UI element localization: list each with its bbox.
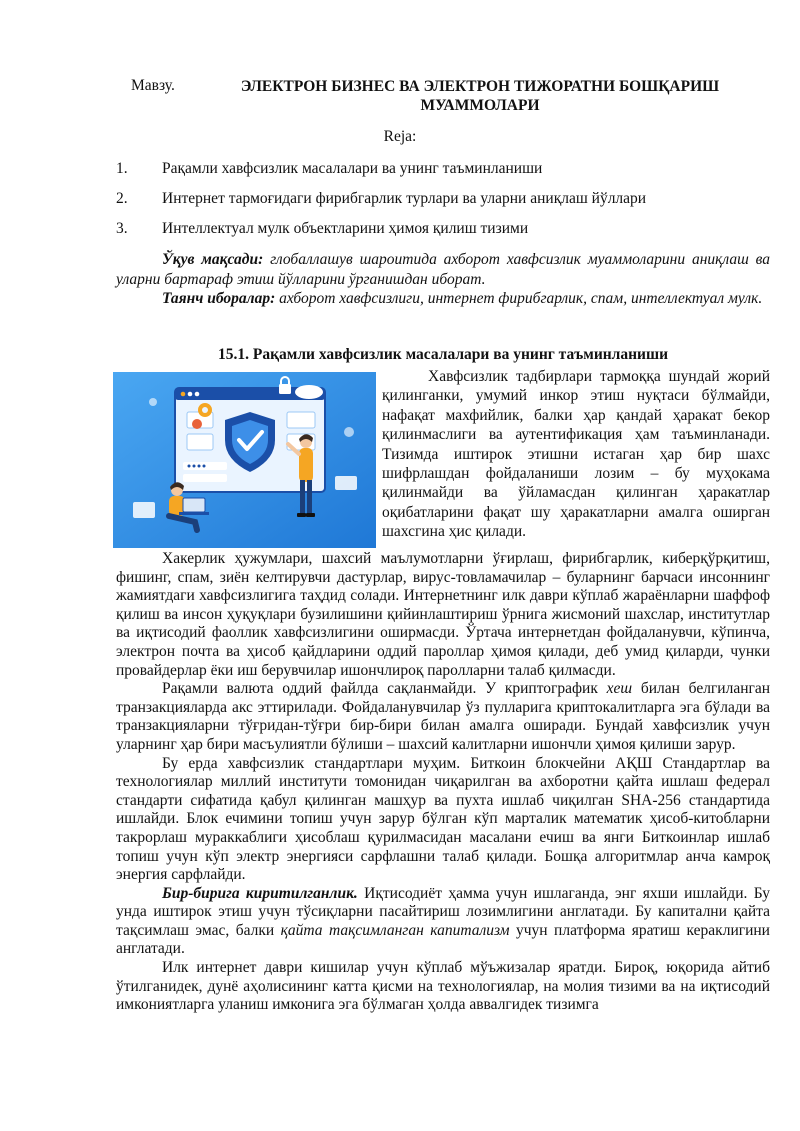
plan-item-number: 3. [116,220,128,237]
section-intro-text [382,367,770,542]
goal-paragraph [116,250,770,309]
plan-item-number: 2. [116,190,128,207]
topic-label: Мавзу. [131,77,175,94]
hash-term: хеш [606,680,633,698]
paragraph-inclusion [116,885,770,959]
security-illustration [113,372,376,548]
plan-item-text: Интернет тармоғидаги фирибгарлик турлари ва уларни аниқлаш йўллари [162,190,647,207]
cyber-security-image [113,372,376,548]
keywords-text: ахборот хавфсизлиги, интернет фирибгарлик, спам, интеллектуал мулк. [279,290,763,308]
plan-item-text: Интеллектуал мулк объектларини ҳимоя қилиш тизими [162,220,529,237]
paragraph-early-internet: Илк интернет даври кишилар учун кўплаб мўъжизалар яратди. Бироқ, юқорида айтиб ўтилганидек, дунё аҳолисининг катта қисми на технологиялар, на молия тизими ва на иқтисодий имкониятларга уланиш имконига эга бўлмаган ҳолда аввалгидек тизимга [116,959,770,1014]
paragraph-text: Иқтисодиёт ҳамма учун ишлаганда, энг яхши ишлайди. Бу унда иштирок этиш учун тўсиқларни пасайтириш лозимлигини англатади. Бу капитални қайта тақсимлаш эмас, балки [116,884,770,939]
paragraph-text: билан белгиланган транзакцияларда акс эттирилади. Фойдаланувчилар ўз пулларига криптокалитларга эга бўлади ва транзакцияларни тўғридан-тўғри бир-бири билан амалга оширади. Бундай хавфсизлик учун уларнинг ҳар бири масъулиятли бўлиши – шахсий калитларни ишончли ҳимоя қилиши зарур. [116,680,771,753]
paragraph-digital-currency [116,680,770,754]
paragraph-hacking: Хакерлик ҳужумлари, шахсий маълумотларни ўғирлаш, фирибгарлик, киберқўрқитиш, фишинг, спам, зиён келтирувчи дастурлар, вирус-товламачилар – буларнинг барчаси инсоннинг жамиятдаги хавфсизлигига таҳдид солади. Интернетнинг илк даври кўплаб жараёнларни шаффоф қилиш ва инсон ҳуқуқлари бузилишини қийинлаштириш ўрнига жисмоний шахслар, институтлар ва иқтисодий фаоллик хавфсизлигини оширмасди. Ўртача интернетдан фойдаланувчи, кўпинча, электрон почта ва ҳисоб қайдларини оддий пароллар ҳимоя қилади, деб умид қиларди, чунки провайдерлар ёки иш берувчилар ишончлироқ паролларни талаб қилмасди. [116,550,770,679]
inclusion-label: Бир-бирига киритилганлик. [162,884,358,902]
paragraph-standards: Бу ерда хавфсизлик стандартлари муҳим. Биткоин блокчейни АҚШ Стандартлар ва технологиялар миллий институти томонидан чиқарилган ва ахборотни қайта ишлаш федерал стандарти сифатида қабул қилинган машҳур ва пухта ишлаб чиқилган SHA-256 стандартида ишлайди. Блок ечимини топиш учун зарур бўлган кўп марталик математик ҳисоб-китобларни такрорлаш мураккаблиги ҳисоблаш қурилмасидан масалани ечиш ва янги Биткоинлар ишлаб топиш учун кўп электр энергияси сарфлашни талаб қилади. Бошқа алгоритмлар анча камроқ энергия сарфлайди. [116,754,770,884]
plan-item-number: 1. [116,160,128,177]
keywords-label: Таянч иборалар: [162,290,276,308]
paragraph-text: учун платформа яратиш кераклигини англатади. [116,921,770,958]
intro-paragraph: Хавфсизлик тадбирлари тармоққа шундай жорий қилинганки, умумий инкор этиш нуқтаси бўлмайди, нафақат махфийлик, балки ҳар қандай ҳаракат бекор қилинмаслиги ва аутентификация ҳам таъминланади. Тизимда иштирок этишни истаган ҳар бир шахс шифрлашдан фойдаланиши лозим – бу муҳокама қилинмайди ва ўйламасдан қилинган ҳаракатлар оқибатларини фақат шу ҳаракатларни амалга оширган шахсгина ҳис қилади. [382,368,770,541]
goal-text: глобаллашув шароитида ахборот хавфсизлик муаммоларини аниқлаш ва уларни бартараф этиш йўлларини ўрганишдан иборат. [116,251,771,288]
capitalism-term: қайта тақсимланган капитализм [280,921,510,939]
topic-title: ЭЛЕКТРОН БИЗНЕС ВА ЭЛЕКТРОН ТИЖОРАТНИ БОШҚАРИШ МУАММОЛАРИ [240,78,720,114]
plan-item-text: Рақамли хавфсизлик масалалари ва унинг таъминланиши [162,160,543,177]
plan-heading: Reja: [383,128,417,145]
section-body [116,550,770,1015]
section-title: 15.1. Рақамли хавфсизлик масалалари ва унинг таъминланиши [218,346,668,363]
paragraph-text: Рақамли валюта оддий файлда сақланмайди. У криптографик [162,680,598,698]
goal-label: Ўқув мақсади: [162,251,264,268]
